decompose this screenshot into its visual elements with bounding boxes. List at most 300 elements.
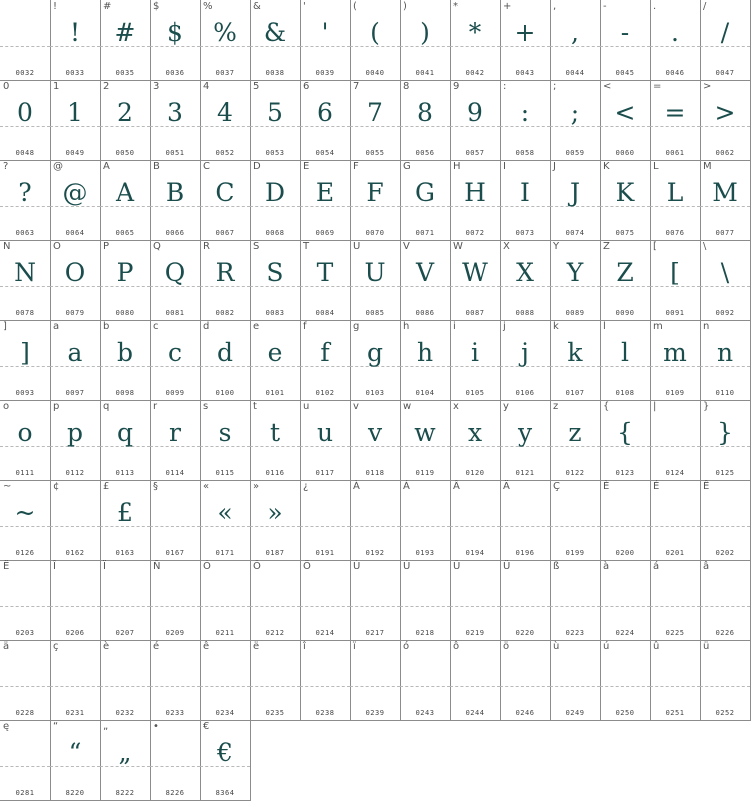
glyph-cell [650, 0, 701, 81]
glyph-cell [600, 480, 651, 561]
cell-character-label: É [653, 481, 660, 492]
unicode-code-label: 0114 [165, 469, 185, 477]
glyph-sample: h [416, 338, 434, 367]
glyph-cell [0, 0, 51, 81]
glyph-cell [600, 240, 651, 321]
cell-character-label: ú [603, 641, 610, 652]
glyph-sample: i [471, 338, 479, 367]
glyph-cell [300, 640, 351, 721]
glyph-sample [600, 493, 650, 533]
glyph-sample: 8 [417, 98, 433, 127]
unicode-code-label: 0057 [465, 149, 485, 157]
glyph-cell [650, 560, 701, 641]
cell-character-label: 5 [253, 81, 260, 92]
unicode-code-label: 0035 [115, 69, 135, 77]
glyph-sample: S [266, 258, 284, 287]
glyph-cell [400, 240, 451, 321]
glyph-sample [650, 413, 700, 453]
cell-character-label: ; [553, 81, 557, 92]
glyph-cell [350, 400, 401, 481]
unicode-code-label: 0075 [615, 229, 635, 237]
glyph-sample: Q [164, 258, 186, 287]
cell-character-label: 0 [3, 81, 10, 92]
glyph-cell [0, 480, 51, 561]
glyph-cell [0, 160, 51, 241]
unicode-code-label: 0060 [615, 149, 635, 157]
unicode-code-label: 0058 [515, 149, 535, 157]
glyph-cell [300, 80, 351, 161]
glyph-cell [550, 160, 601, 241]
glyph-sample: 2 [117, 98, 133, 127]
cell-character-label: U [353, 241, 361, 252]
glyph-sample: < [614, 98, 636, 127]
glyph-sample: e [267, 338, 283, 367]
cell-character-label: ç [53, 641, 59, 652]
unicode-code-label: 0088 [515, 309, 535, 317]
glyph-cell [550, 240, 601, 321]
glyph-sample: / [720, 18, 730, 47]
unicode-code-label: 0090 [615, 309, 635, 317]
cell-character-label: Ï [103, 561, 106, 572]
cell-character-label: 2 [103, 81, 110, 92]
glyph-sample [600, 573, 650, 613]
glyph-cell [700, 80, 751, 161]
cell-character-label: Û [453, 561, 461, 572]
glyph-cell [250, 320, 301, 401]
unicode-code-label: 0080 [115, 309, 135, 317]
cell-character-label: „ [103, 721, 109, 732]
glyph-cell [0, 400, 51, 481]
cell-character-label: , [553, 1, 557, 12]
cell-character-label: A [103, 161, 110, 172]
cell-character-label: û [653, 641, 660, 652]
glyph-cell [300, 240, 351, 321]
glyph-cell [100, 640, 151, 721]
glyph-cell [600, 560, 651, 641]
unicode-code-label: 0059 [565, 149, 585, 157]
cell-character-label: n [703, 321, 710, 332]
glyph-sample [300, 653, 350, 693]
glyph-cell [500, 640, 551, 721]
glyph-sample: T [316, 258, 334, 287]
glyph-cell [100, 160, 151, 241]
unicode-code-label: 0107 [565, 389, 585, 397]
cell-character-label: á [653, 561, 660, 572]
unicode-code-label: 0116 [265, 469, 285, 477]
cell-character-label: k [553, 321, 559, 332]
glyph-cell [300, 560, 351, 641]
cell-character-label: \ [703, 241, 707, 252]
glyph-cell [50, 400, 101, 481]
unicode-code-label: 0106 [515, 389, 535, 397]
unicode-code-label: 0123 [615, 469, 635, 477]
cell-character-label: Ê [703, 481, 710, 492]
glyph-sample: j [521, 338, 529, 367]
unicode-code-label: 0122 [565, 469, 585, 477]
glyph-sample [400, 493, 450, 533]
unicode-code-label: 0084 [315, 309, 335, 317]
glyph-sample: } [717, 418, 733, 447]
unicode-code-label: 0071 [415, 229, 435, 237]
glyph-cell [0, 320, 51, 401]
glyph-sample: B [165, 178, 185, 207]
cell-character-label: d [203, 321, 210, 332]
unicode-code-label: 0109 [665, 389, 685, 397]
glyph-sample: [ [670, 258, 680, 287]
glyph-sample: ( [370, 18, 380, 47]
cell-character-label: Ä [503, 481, 510, 492]
glyph-sample: ! [69, 18, 81, 47]
glyph-cell [150, 240, 201, 321]
glyph-sample [650, 493, 700, 533]
glyph-sample [700, 573, 750, 613]
cell-character-label: < [603, 81, 612, 92]
glyph-cell [400, 560, 451, 641]
glyph-cell [250, 480, 301, 561]
glyph-cell [200, 480, 251, 561]
glyph-cell [150, 320, 201, 401]
glyph-cell [150, 400, 201, 481]
cell-character-label: ~ [3, 481, 12, 492]
glyph-sample: k [567, 338, 583, 367]
cell-character-label: I [503, 161, 506, 172]
unicode-code-label: 0220 [515, 629, 535, 637]
unicode-code-label: 0042 [465, 69, 485, 77]
glyph-sample: Y [566, 258, 584, 287]
glyph-cell [200, 400, 251, 481]
glyph-cell [50, 80, 101, 161]
glyph-sample [100, 653, 150, 693]
glyph-sample: n [716, 338, 734, 367]
glyph-sample: “ [68, 738, 82, 767]
cell-character-label: b [103, 321, 110, 332]
glyph-cell [600, 640, 651, 721]
unicode-code-label: 0235 [265, 709, 285, 717]
glyph-sample: r [169, 418, 181, 447]
glyph-sample: \ [720, 258, 730, 287]
unicode-code-label: 8226 [165, 789, 185, 797]
glyph-cell [350, 640, 401, 721]
glyph-cell [500, 0, 551, 81]
cell-character-label: Â [453, 481, 460, 492]
cell-character-label: £ [103, 481, 110, 492]
unicode-code-label: 0112 [65, 469, 85, 477]
cell-character-label: X [503, 241, 510, 252]
glyph-sample: £ [117, 498, 133, 527]
cell-character-label: ö [503, 641, 510, 652]
glyph-cell [400, 160, 451, 241]
cell-character-label: ¢ [53, 481, 60, 492]
glyph-cell [550, 400, 601, 481]
cell-character-label: V [403, 241, 410, 252]
glyph-sample: € [217, 738, 233, 767]
glyph-sample: L [666, 178, 684, 207]
unicode-code-label: 0125 [715, 469, 735, 477]
cell-character-label: Ñ [153, 561, 161, 572]
glyph-sample: H [464, 178, 486, 207]
unicode-code-label: 0162 [65, 549, 85, 557]
unicode-code-label: 0238 [315, 709, 335, 717]
glyph-cell [350, 480, 401, 561]
cell-character-label: z [553, 401, 559, 412]
unicode-code-label: 0062 [715, 149, 735, 157]
glyph-sample: & [263, 18, 287, 47]
cell-character-label: / [703, 1, 707, 12]
cell-character-label: L [653, 161, 659, 172]
unicode-code-label: 0234 [215, 709, 235, 717]
glyph-sample [150, 573, 200, 613]
glyph-cell [700, 240, 751, 321]
glyph-sample: 0 [17, 98, 33, 127]
glyph-cell [50, 640, 101, 721]
unicode-code-label: 0200 [615, 549, 635, 557]
unicode-code-label: 0194 [465, 549, 485, 557]
cell-character-label: G [403, 161, 411, 172]
glyph-cell [450, 160, 501, 241]
unicode-code-label: 0087 [465, 309, 485, 317]
cell-character-label: l [603, 321, 606, 332]
unicode-code-label: 0232 [115, 709, 135, 717]
glyph-sample: „ [118, 738, 132, 767]
cell-character-label: Ù [353, 561, 361, 572]
glyph-cell [500, 480, 551, 561]
glyph-sample [300, 573, 350, 613]
glyph-sample: # [114, 18, 136, 47]
glyph-cell [250, 400, 301, 481]
glyph-cell [150, 80, 201, 161]
glyph-sample: % [213, 18, 237, 47]
glyph-cell [50, 320, 101, 401]
glyph-sample: G [415, 178, 435, 207]
glyph-sample [250, 653, 300, 693]
unicode-code-label: 0051 [165, 149, 185, 157]
unicode-code-label: 0085 [365, 309, 385, 317]
unicode-code-label: 0066 [165, 229, 185, 237]
glyph-cell [150, 640, 201, 721]
cell-character-label: Ô [253, 561, 261, 572]
unicode-code-label: 0038 [265, 69, 285, 77]
unicode-code-label: 0104 [415, 389, 435, 397]
glyph-sample: ~ [14, 498, 36, 527]
glyph-cell [150, 480, 201, 561]
glyph-sample: ) [420, 18, 430, 47]
cell-character-label: ô [453, 641, 460, 652]
unicode-code-label: 0212 [265, 629, 285, 637]
unicode-code-label: 0046 [665, 69, 685, 77]
glyph-cell [250, 560, 301, 641]
glyph-sample [500, 573, 550, 613]
glyph-sample: » [267, 498, 283, 527]
glyph-cell [500, 240, 551, 321]
glyph-cell [500, 160, 551, 241]
glyph-sample [0, 653, 50, 693]
glyph-cell [700, 480, 751, 561]
glyph-cell [700, 560, 751, 641]
glyph-sample [200, 573, 250, 613]
unicode-code-label: 0037 [215, 69, 235, 77]
glyph-sample [0, 573, 50, 613]
cell-character-label: h [403, 321, 410, 332]
cell-character-label: â [703, 561, 710, 572]
glyph-sample [50, 573, 100, 613]
glyph-cell [0, 240, 51, 321]
glyph-sample [300, 493, 350, 533]
glyph-cell [450, 400, 501, 481]
glyph-sample: J [569, 178, 581, 207]
glyph-cell [500, 560, 551, 641]
unicode-code-label: 0063 [15, 229, 35, 237]
unicode-code-label: 0101 [265, 389, 285, 397]
glyph-cell [650, 320, 701, 401]
glyph-cell [0, 560, 51, 641]
glyph-cell [450, 80, 501, 161]
unicode-code-label: 0239 [365, 709, 385, 717]
unicode-code-label: 0039 [315, 69, 335, 77]
glyph-sample [650, 653, 700, 693]
cell-character-label: ï [353, 641, 356, 652]
glyph-sample: C [215, 178, 235, 207]
glyph-sample: M [712, 178, 738, 207]
cell-character-label: % [203, 1, 213, 12]
glyph-cell [550, 320, 601, 401]
unicode-code-label: 0069 [315, 229, 335, 237]
cell-character-label: ù [553, 641, 560, 652]
glyph-sample: t [269, 418, 281, 447]
cell-character-label: 9 [453, 81, 460, 92]
cell-character-label: M [703, 161, 712, 172]
unicode-code-label: 0083 [265, 309, 285, 317]
glyph-sample: $ [167, 18, 183, 47]
cell-character-label: Ö [303, 561, 311, 572]
unicode-code-label: 0163 [115, 549, 135, 557]
unicode-code-label: 0113 [115, 469, 135, 477]
cell-character-label: f [303, 321, 307, 332]
glyph-sample: . [671, 18, 679, 47]
unicode-code-label: 0086 [415, 309, 435, 317]
unicode-code-label: 0047 [715, 69, 735, 77]
glyph-sample: w [414, 418, 436, 447]
cell-character-label: Ó [203, 561, 211, 572]
glyph-sample [700, 493, 750, 533]
glyph-cell [650, 240, 701, 321]
glyph-sample: f [320, 338, 330, 367]
cell-character-label: { [603, 401, 610, 412]
cell-character-label: Ë [3, 561, 10, 572]
cell-character-label: + [503, 1, 512, 12]
cell-character-label: 1 [53, 81, 60, 92]
glyph-sample [450, 493, 500, 533]
glyph-sample: ; [570, 98, 580, 127]
unicode-code-label: 0126 [15, 549, 35, 557]
unicode-code-label: 0111 [15, 469, 35, 477]
cell-character-label: ó [403, 641, 410, 652]
glyph-cell [200, 240, 251, 321]
glyph-sample [500, 493, 550, 533]
glyph-cell [0, 80, 51, 161]
cell-character-label: R [203, 241, 210, 252]
unicode-code-label: 0121 [515, 469, 535, 477]
unicode-code-label: 0228 [15, 709, 35, 717]
cell-character-label: € [203, 721, 210, 732]
cell-character-label: ? [3, 161, 9, 172]
glyph-sample [700, 653, 750, 693]
glyph-sample [350, 653, 400, 693]
unicode-code-label: 0105 [465, 389, 485, 397]
glyph-cell [300, 320, 351, 401]
glyph-sample: @ [62, 178, 88, 207]
cell-character-label: 6 [303, 81, 310, 92]
glyph-sample: c [167, 338, 182, 367]
cell-character-label: Y [553, 241, 560, 252]
glyph-sample: m [663, 338, 687, 367]
cell-character-label: * [453, 1, 458, 12]
unicode-code-label: 0224 [615, 629, 635, 637]
unicode-code-label: 0061 [665, 149, 685, 157]
glyph-cell [200, 160, 251, 241]
glyph-cell [350, 80, 401, 161]
glyph-sample: u [316, 418, 334, 447]
glyph-sample [50, 653, 100, 693]
glyph-sample: + [514, 18, 536, 47]
unicode-code-label: 0251 [665, 709, 685, 717]
unicode-code-label: 0244 [465, 709, 485, 717]
glyph-cell [200, 640, 251, 721]
unicode-code-label: 0249 [565, 709, 585, 717]
unicode-code-label: 0124 [665, 469, 685, 477]
glyph-sample [550, 493, 600, 533]
glyph-sample: Z [616, 258, 634, 287]
cell-character-label: Á [403, 481, 410, 492]
unicode-code-label: 0055 [365, 149, 385, 157]
glyph-cell [50, 160, 101, 241]
glyph-cell [100, 400, 151, 481]
glyph-cell [700, 160, 751, 241]
glyph-cell [50, 0, 101, 81]
unicode-code-label: 0226 [715, 629, 735, 637]
glyph-cell [350, 240, 401, 321]
unicode-code-label: 0171 [215, 549, 235, 557]
unicode-code-label: 0218 [415, 629, 435, 637]
cell-character-label: u [303, 401, 310, 412]
cell-character-label: Z [603, 241, 610, 252]
cell-character-label: - [603, 1, 607, 12]
glyph-cell [100, 560, 151, 641]
unicode-code-label: 0048 [15, 149, 35, 157]
cell-character-label: | [653, 401, 657, 412]
unicode-code-label: 0049 [65, 149, 85, 157]
cell-character-label: y [503, 401, 509, 412]
glyph-cell [650, 160, 701, 241]
glyph-cell [350, 320, 401, 401]
unicode-code-label: 0089 [565, 309, 585, 317]
glyph-sample [50, 493, 100, 533]
unicode-code-label: 0199 [565, 549, 585, 557]
glyph-sample [450, 573, 500, 613]
glyph-sample [150, 733, 200, 773]
glyph-sample: P [116, 258, 134, 287]
glyph-cell [450, 560, 501, 641]
glyph-cell [550, 80, 601, 161]
cell-character-label: » [253, 481, 260, 492]
glyph-sample: s [218, 418, 232, 447]
unicode-code-label: 0074 [565, 229, 585, 237]
glyph-cell [400, 80, 451, 161]
cell-character-label: s [203, 401, 209, 412]
cell-character-label: ę [3, 721, 10, 732]
cell-character-label: E [303, 161, 310, 172]
unicode-code-label: 0206 [65, 629, 85, 637]
glyph-sample [550, 653, 600, 693]
